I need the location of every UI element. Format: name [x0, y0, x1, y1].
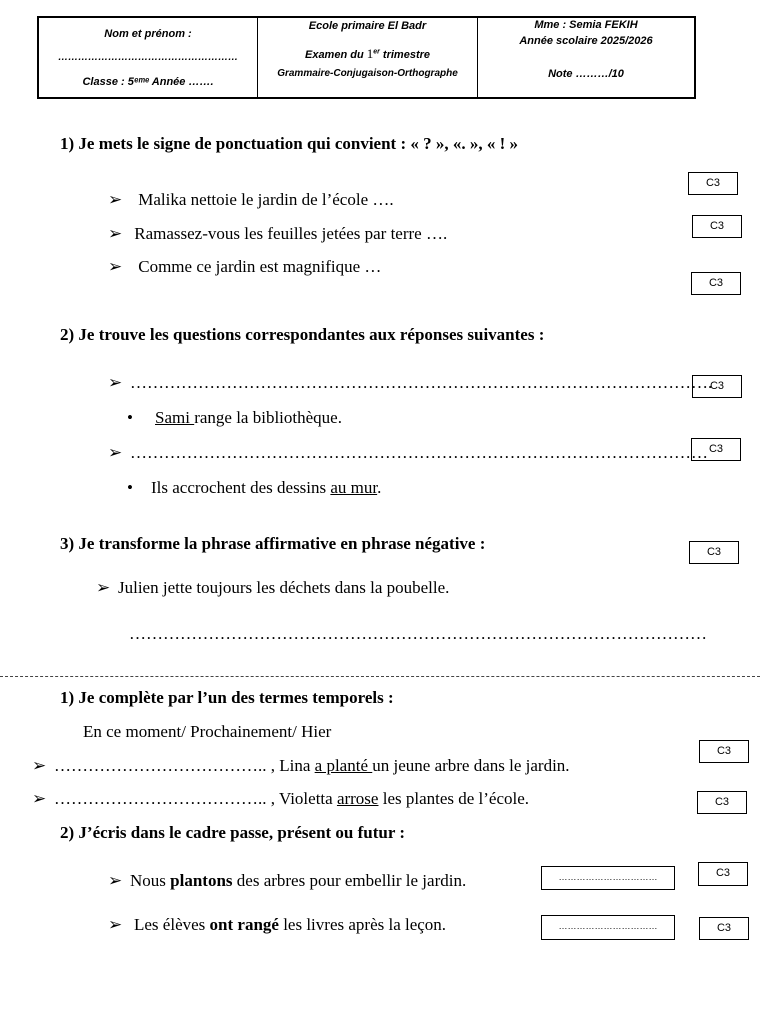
sentence-rest: range la bibliothèque. — [194, 408, 342, 427]
question-title: 1) Je mets le signe de ponctuation qui convient : « ? », «. », « ! » — [60, 134, 519, 153]
sentence: Julien jette toujours les déchets dans la poubelle. — [118, 578, 450, 597]
criteria-box: C3 — [692, 215, 742, 238]
sentence-end: . — [377, 478, 382, 497]
class-label: Classe : 5ᵉᵐᵉ Année ……. — [82, 76, 214, 88]
school-name: Ecole primaire El Badr — [308, 20, 427, 32]
sentence-end: les plantes de l’école. — [378, 789, 530, 808]
answer-dots[interactable]: …………………………………………………………………………………………. — [130, 373, 713, 392]
subject: Grammaire-Conjugaison-Orthographe — [277, 68, 458, 79]
criteria-box: C3 — [699, 740, 749, 763]
list-item — [96, 578, 449, 598]
answer-line — [108, 373, 712, 393]
sentence-end: des arbres pour embellir le jardin. — [232, 871, 467, 890]
criteria-box: C3 — [697, 791, 747, 814]
answer-sentence — [127, 408, 342, 428]
arrow-bullet-icon: ➢ — [32, 789, 47, 808]
criteria-box: C3 — [698, 862, 748, 886]
question-title: 2) Je trouve les questions correspondantes aux réponses suivantes : — [60, 325, 545, 344]
name-dots: ……………………………………………… — [58, 52, 238, 63]
criteria-box: C3 — [691, 438, 741, 461]
arrow-bullet-icon: ➢ — [96, 578, 111, 597]
section-divider — [0, 676, 760, 677]
criteria-box: C3 — [689, 541, 739, 564]
criteria-box: C3 — [691, 272, 741, 295]
list-item — [108, 224, 447, 244]
underlined-word: Sami — [155, 408, 195, 427]
temporal-terms: En ce moment/ Prochainement/ Hier — [83, 722, 332, 741]
sentence-start: Nous — [130, 871, 171, 890]
bullet-icon: • — [127, 478, 133, 497]
tense-answer-box[interactable]: …………………………… — [541, 866, 675, 890]
sentence-start: Ils accrochent des dessins — [151, 478, 331, 497]
arrow-bullet-icon: ➢ — [108, 373, 123, 392]
name-label: Nom et prénom : — [104, 28, 192, 40]
criteria-box: C3 — [688, 172, 738, 195]
answer-line — [108, 443, 708, 463]
answer-dots[interactable]: ……………………………….. — [54, 756, 271, 775]
arrow-bullet-icon: ➢ — [108, 190, 123, 209]
school-info-cell — [258, 18, 478, 97]
answer-dots[interactable]: ………………………………………………………………………………………… — [130, 443, 708, 462]
arrow-bullet-icon: ➢ — [108, 871, 123, 890]
arrow-bullet-icon: ➢ — [108, 257, 123, 276]
fill-line — [32, 789, 529, 809]
teacher-info-cell — [478, 18, 694, 97]
student-info-cell — [39, 18, 258, 97]
question-title: 1) Je complète par l’un des termes temporels : — [60, 688, 394, 707]
answer-sentence — [127, 478, 381, 498]
sentence: Comme ce jardin est magnifique … — [138, 257, 382, 276]
exam-prefix: Examen du — [304, 49, 364, 61]
teacher-name: Mme : Semia FEKIH — [534, 19, 638, 31]
list-item — [108, 915, 446, 935]
bullet-icon: • — [127, 408, 133, 427]
fill-line — [32, 756, 570, 776]
sentence-start: Les élèves — [134, 915, 210, 934]
tense-answer-box[interactable]: …………………………… — [541, 915, 675, 940]
school-year: Année scolaire 2025/2026 — [519, 35, 653, 47]
exam-ordinal: er — [373, 48, 380, 56]
exam-title — [258, 46, 477, 62]
arrow-bullet-icon: ➢ — [108, 915, 123, 934]
question-title: 3) Je transforme la phrase affirmative en phrase négative : — [60, 534, 486, 553]
list-item — [108, 871, 466, 891]
sentence-end: un jeune arbre dans le jardin. — [372, 756, 570, 775]
exam-suffix: trimestre — [382, 49, 430, 61]
arrow-bullet-icon: ➢ — [108, 224, 123, 243]
answer-dots[interactable]: ………………………………………………………………………………………… — [129, 624, 707, 643]
underlined-verb: a planté — [314, 756, 373, 775]
sentence-end: les livres après la leçon. — [278, 915, 447, 934]
criteria-box: C3 — [699, 917, 749, 940]
underlined-verb: arrose — [336, 789, 379, 808]
sentence: Ramassez-vous les feuilles jetées par terre …. — [134, 224, 448, 243]
sentence-start: , Lina — [270, 756, 315, 775]
list-item — [108, 190, 394, 210]
exam-number: 1 — [366, 46, 374, 61]
arrow-bullet-icon: ➢ — [32, 756, 47, 775]
answer-dots[interactable]: ……………………………….. — [54, 789, 271, 808]
bold-verb: plantons — [170, 871, 233, 890]
criteria-box: C3 — [692, 375, 742, 398]
sentence: Malika nettoie le jardin de l’école …. — [138, 190, 394, 209]
exam-header — [37, 16, 696, 99]
underlined-word: au mur — [330, 478, 378, 497]
bold-verb: ont rangé — [209, 915, 279, 934]
grade-field: Note ………/10 — [548, 68, 624, 80]
sentence-start: , Violetta — [270, 789, 337, 808]
list-item — [108, 257, 381, 277]
question-title: 2) J’écris dans le cadre passe, présent ou futur : — [60, 823, 406, 842]
arrow-bullet-icon: ➢ — [108, 443, 123, 462]
